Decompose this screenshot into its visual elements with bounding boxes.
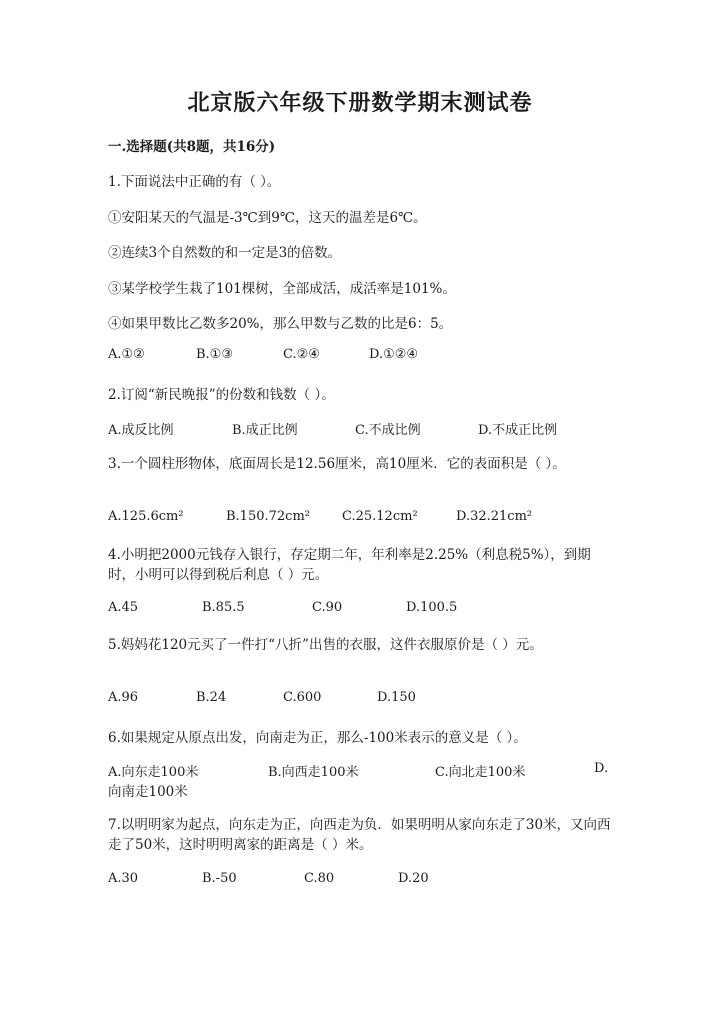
option-d: D.150 [377, 690, 416, 705]
question-6-options [108, 761, 613, 781]
option-b: B.向西走100米 [268, 765, 359, 780]
option-b: B.24 [196, 690, 227, 705]
question-6-stem: 6.如果规定从原点出发，向南走为正，那么-100米表示的意义是（ ）。 [108, 730, 527, 746]
option-b: B.成正比例 [232, 423, 298, 438]
question-1-options [108, 347, 613, 367]
option-a: A.30 [108, 871, 139, 886]
option-c: C.90 [312, 600, 343, 615]
question-1-stem: 1.下面说法中正确的有（ ）。 [108, 174, 281, 190]
question-7-options [108, 871, 613, 891]
question-2-stem: 2.订阅“新民晚报”的份数和钱数（ ）。 [108, 387, 335, 403]
option-c: C.②④ [283, 347, 320, 362]
question-4-options [108, 600, 613, 620]
option-c: C.600 [283, 690, 322, 705]
question-2-options [108, 419, 613, 439]
option-a: A.96 [108, 690, 139, 705]
option-c: C.不成比例 [355, 423, 421, 438]
option-b: B.85.5 [202, 600, 245, 615]
question-5-stem: 5.妈妈花120元买了一件打“八折”出售的衣服，这件衣服原价是（ ）元。 [108, 637, 543, 653]
question-1-statement-2: ②连续3个自然数的和一定是3的倍数。 [108, 245, 342, 261]
option-b: B.150.72cm² [226, 509, 310, 524]
option-d-prefix: D. [594, 761, 609, 776]
option-a: A.①② [108, 347, 145, 362]
question-1-statement-1: ①安阳某天的气温是-3℃到9℃，这天的温差是6℃。 [108, 210, 427, 226]
question-3-stem: 3.一个圆柱形物体，底面周长是12.56厘米，高10厘米．它的表面积是（ ）。 [108, 456, 566, 472]
question-5-options [108, 690, 613, 710]
option-d: D.32.21cm² [456, 509, 533, 524]
option-d: D.①②④ [369, 347, 419, 362]
question-1-statement-4: ④如果甲数比乙数多20%，那么甲数与乙数的比是6：5。 [108, 316, 453, 332]
question-4-stem: 4.小明把2000元钱存入银行，存定期二年，年利率是2.25%（利息税5%），到期时，小明可以得到税后利息（ ）元。 [108, 547, 591, 583]
section-heading: 一.选择题(共8题，共16分) [108, 139, 276, 155]
option-c: C.向北走100米 [435, 765, 526, 780]
question-7-stem: 7.以明明家为起点，向东走为正，向西走为负．如果明明从家向东走了30米，又向西走了50米，这时明明离家的距离是（ ）米。 [108, 817, 611, 853]
question-1-statement-3: ③某学校学生栽了101棵树，全部成活，成活率是101%。 [108, 281, 456, 297]
option-d: D.20 [398, 871, 429, 886]
option-c: C.25.12cm² [342, 509, 418, 524]
option-d: D.不成正比例 [478, 423, 558, 438]
question-3-options [108, 509, 613, 529]
option-a: A.向东走100米 [108, 765, 199, 780]
option-c: C.80 [304, 871, 335, 886]
option-a: A.45 [108, 600, 139, 615]
option-b: B.-50 [202, 871, 237, 886]
option-d: D.100.5 [406, 600, 458, 615]
option-d-continued: 向南走100米 [108, 784, 188, 800]
option-b: B.①③ [196, 347, 233, 362]
option-a: A.125.6cm² [108, 509, 184, 524]
option-a: A.成反比例 [108, 423, 174, 438]
page-title: 北京版六年级下册数学期末测试卷 [187, 90, 533, 116]
